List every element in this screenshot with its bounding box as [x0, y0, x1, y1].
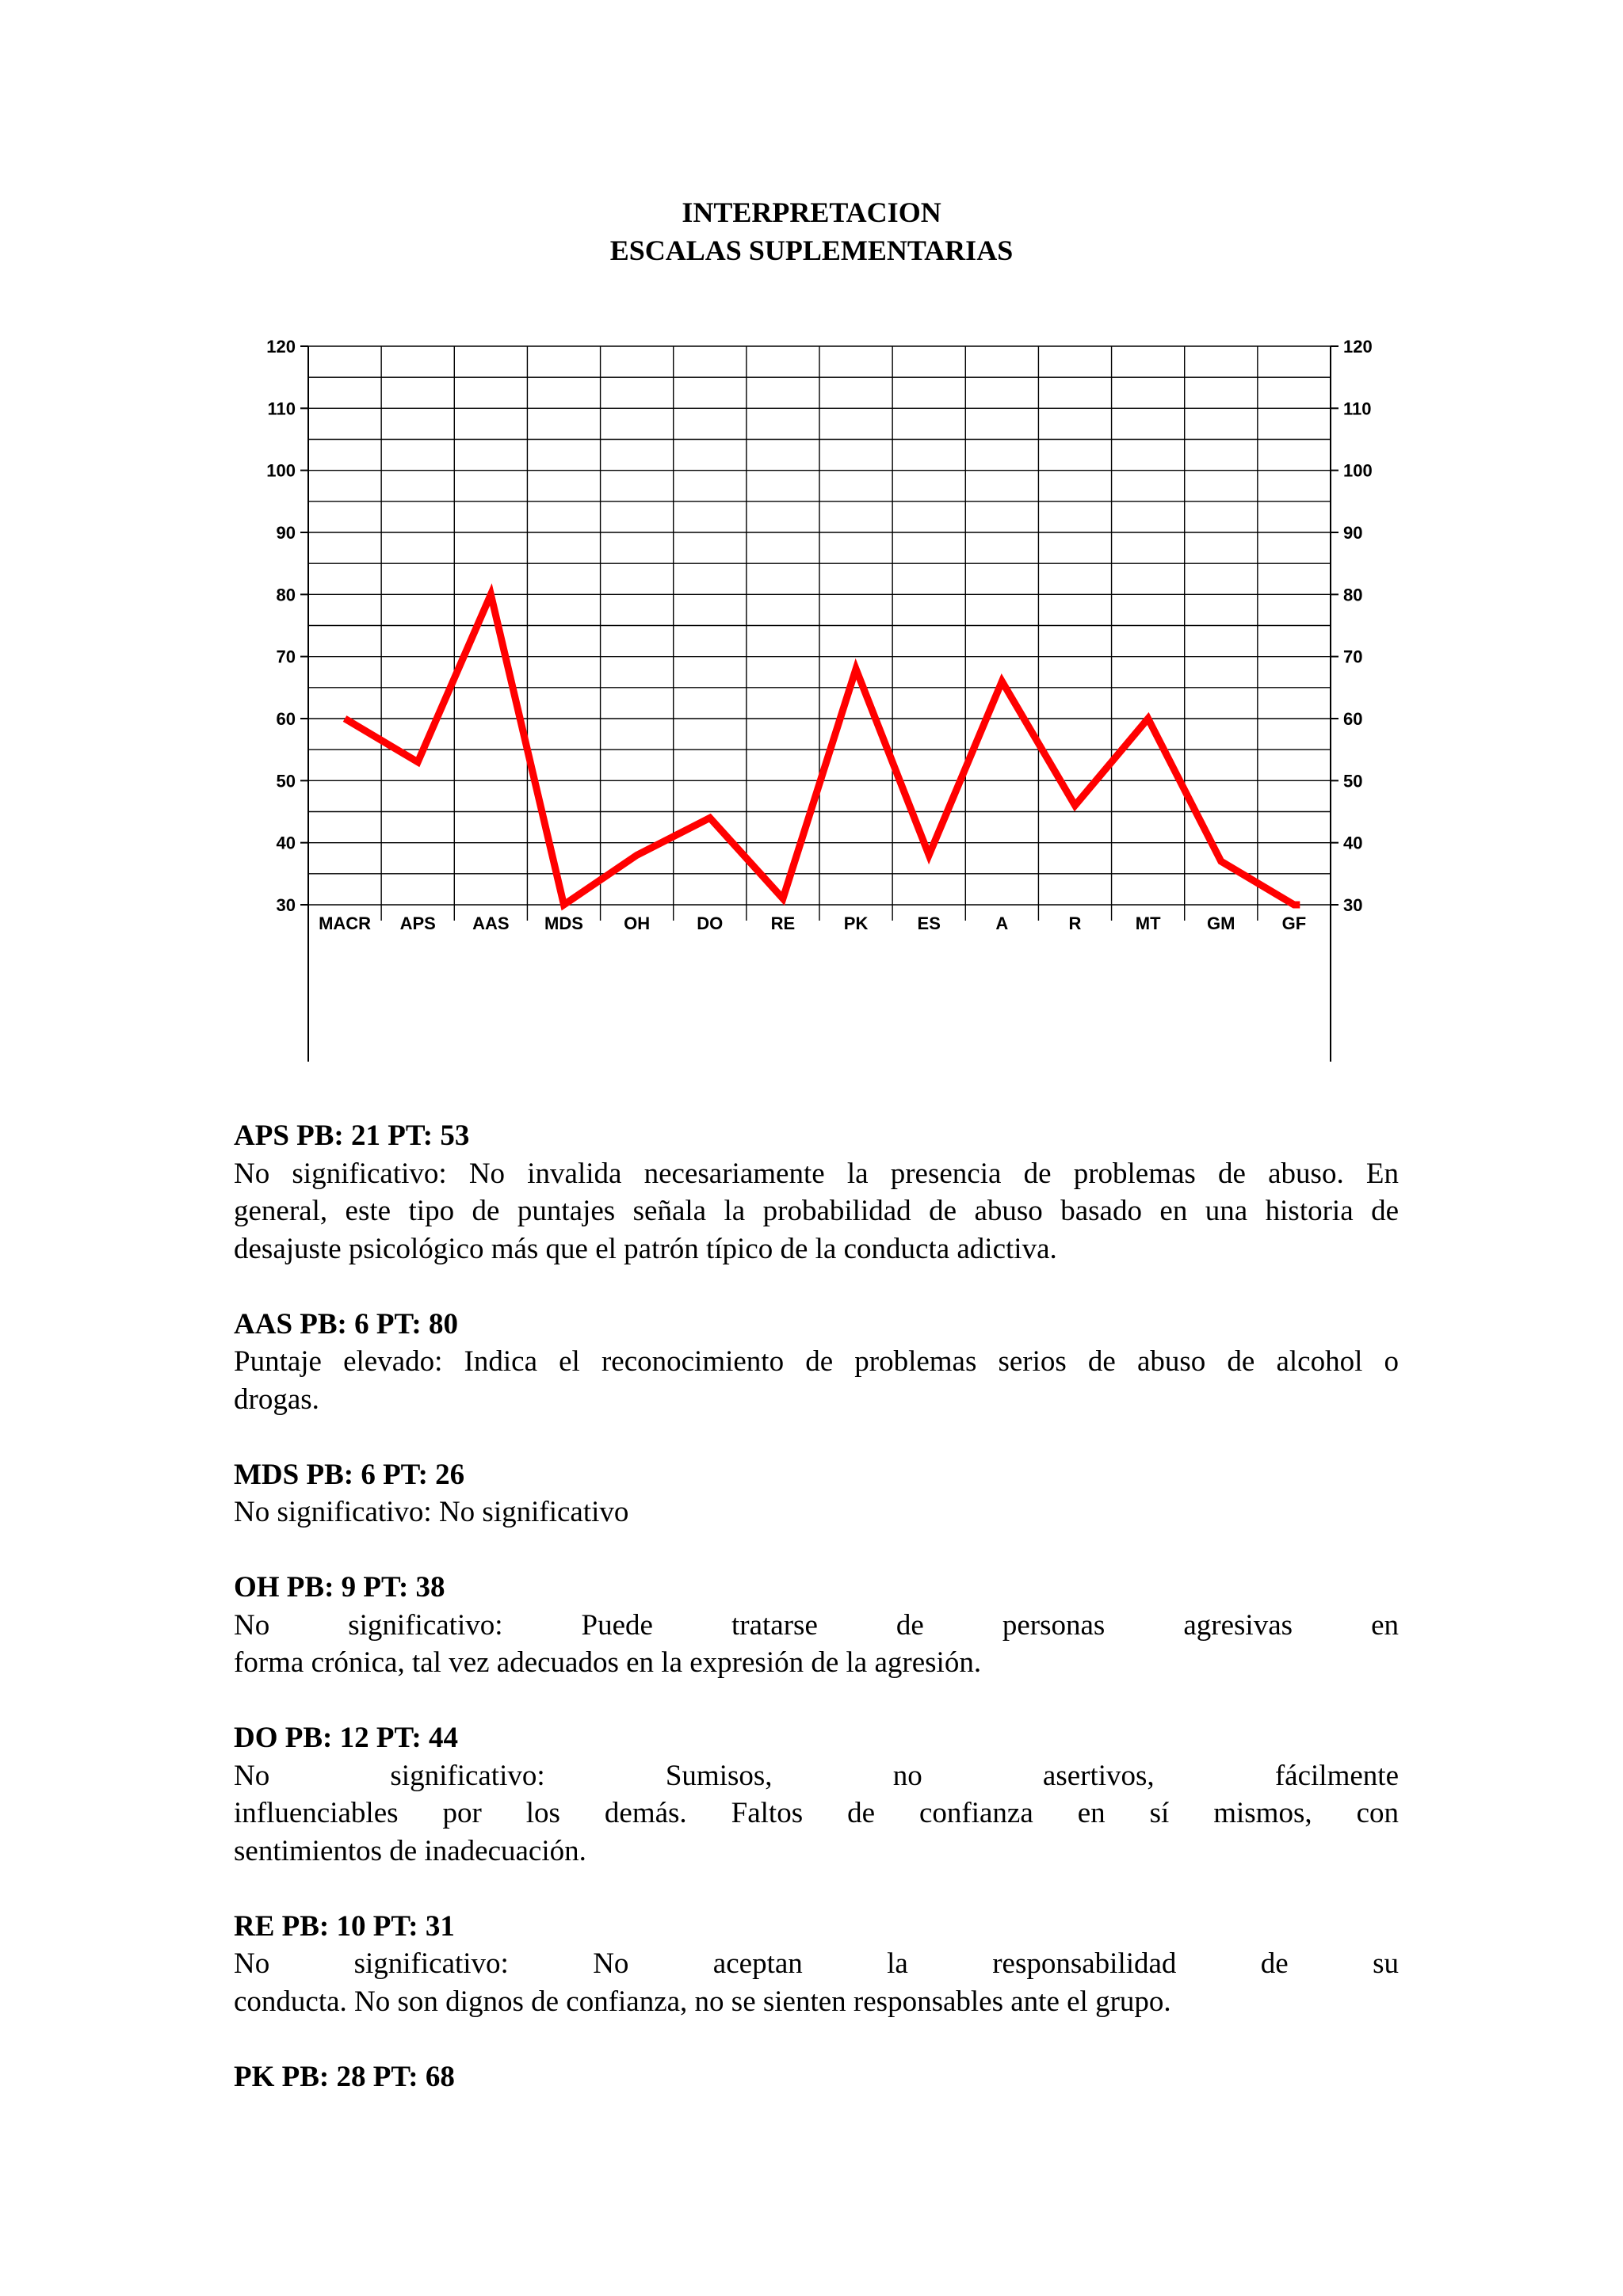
- title-line-2: ESCALAS SUPLEMENTARIAS: [609, 235, 1014, 266]
- title-line-1: INTERPRETACION: [682, 196, 941, 228]
- section-title: RE PB: 10 PT: 31: [234, 1909, 455, 1943]
- y-tick-label-right: 90: [1343, 523, 1363, 543]
- y-tick-label-right: 120: [1343, 337, 1373, 357]
- body-line: No significativo: No invalida necesariamente la presencia de problemas de abuso. En: [234, 1157, 1399, 1190]
- section-title: DO PB: 12 PT: 44: [234, 1722, 458, 1754]
- x-tick-label: AAS: [472, 913, 510, 933]
- section-title: OH PB: 9 PT: 38: [234, 1571, 445, 1604]
- y-tick-label-left: 80: [276, 585, 296, 605]
- x-tick-label: OH: [624, 913, 651, 933]
- section-body: [234, 1757, 1399, 1871]
- body-line: No significativo: Puede tratarse de personas agresivas en: [234, 1608, 1399, 1642]
- y-tick-label-left: 70: [276, 646, 296, 667]
- body-line: No significativo: No aceptan la responsabilidad de su: [234, 1947, 1399, 1980]
- section-title: PK PB: 28 PT: 68: [234, 2060, 455, 2093]
- x-tick-label: MACR: [319, 913, 372, 933]
- x-tick-label: MT: [1135, 913, 1161, 933]
- y-tick-label-left: 40: [276, 833, 296, 853]
- y-tick-label-right: 80: [1343, 585, 1363, 605]
- section-title: APS PB: 21 PT: 53: [234, 1119, 470, 1152]
- supplementary-scales-chart: [0, 0, 1623, 1077]
- y-tick-label-left: 60: [276, 709, 296, 729]
- section: [234, 1908, 1399, 2021]
- x-tick-label: R: [1068, 913, 1082, 933]
- x-tick-label: ES: [917, 913, 941, 933]
- section: [234, 2058, 1399, 2096]
- y-tick-label-right: 30: [1343, 895, 1363, 915]
- y-tick-label-right: 110: [1343, 399, 1372, 419]
- y-tick-label-right: 40: [1343, 833, 1363, 853]
- y-tick-label-right: 50: [1343, 771, 1363, 791]
- body-line: influenciables por los demás. Faltos de confianza en sí mismos, con: [234, 1797, 1399, 1829]
- x-tick-label: APS: [399, 913, 436, 933]
- y-tick-label-left: 100: [266, 460, 296, 481]
- section: [234, 1117, 1399, 1268]
- body-line: sentimientos de inadecuación.: [234, 1834, 586, 1867]
- y-tick-label-left: 30: [276, 895, 296, 915]
- x-tick-label: DO: [697, 913, 724, 933]
- interpretation-sections: [234, 1117, 1399, 2134]
- chart-grid: [300, 346, 1338, 1062]
- section-body: [234, 1945, 1399, 2020]
- section-body: [234, 1493, 1399, 1531]
- body-line: drogas.: [234, 1383, 319, 1416]
- body-line: No significativo: No significativo: [234, 1496, 629, 1528]
- y-tick-label-left: 50: [276, 771, 296, 791]
- section: [234, 1456, 1399, 1531]
- section-body: [234, 1343, 1399, 1418]
- section-title: MDS PB: 6 PT: 26: [234, 1458, 465, 1491]
- section-title: AAS PB: 6 PT: 80: [234, 1307, 458, 1341]
- y-tick-label-right: 100: [1343, 460, 1373, 481]
- body-line: conducta. No son dignos de confianza, no se sienten responsables ante el grupo.: [234, 1985, 1171, 2018]
- x-tick-label: PK: [843, 913, 869, 933]
- y-tick-label-right: 70: [1343, 646, 1363, 667]
- section: [234, 1569, 1399, 1682]
- x-tick-label: MDS: [544, 913, 583, 933]
- body-line: forma crónica, tal vez adecuados en la expresión de la agresión.: [234, 1646, 982, 1679]
- body-line: general, este tipo de puntajes señala la probabilidad de abuso basado en una historia de: [234, 1195, 1399, 1227]
- section-body: [234, 1155, 1399, 1268]
- x-tick-label: A: [995, 913, 1009, 933]
- section: [234, 1306, 1399, 1419]
- y-tick-label-left: 90: [276, 523, 296, 543]
- section: [234, 1719, 1399, 1870]
- y-tick-label-right: 60: [1343, 709, 1363, 729]
- x-tick-label: RE: [770, 913, 796, 933]
- body-line: desajuste psicológico más que el patrón típico de la conducta adictiva.: [234, 1232, 1057, 1265]
- y-tick-label-left: 110: [267, 399, 296, 419]
- y-tick-label-left: 120: [266, 337, 296, 357]
- body-line: Puntaje elevado: Indica el reconocimiento de problemas serios de abuso de alcohol o: [234, 1345, 1399, 1378]
- x-tick-label: GF: [1281, 913, 1307, 933]
- body-line: No significativo: Sumisos, no asertivos, fácilmente: [234, 1759, 1399, 1792]
- section-body: [234, 1607, 1399, 1682]
- x-tick-label: GM: [1207, 913, 1235, 933]
